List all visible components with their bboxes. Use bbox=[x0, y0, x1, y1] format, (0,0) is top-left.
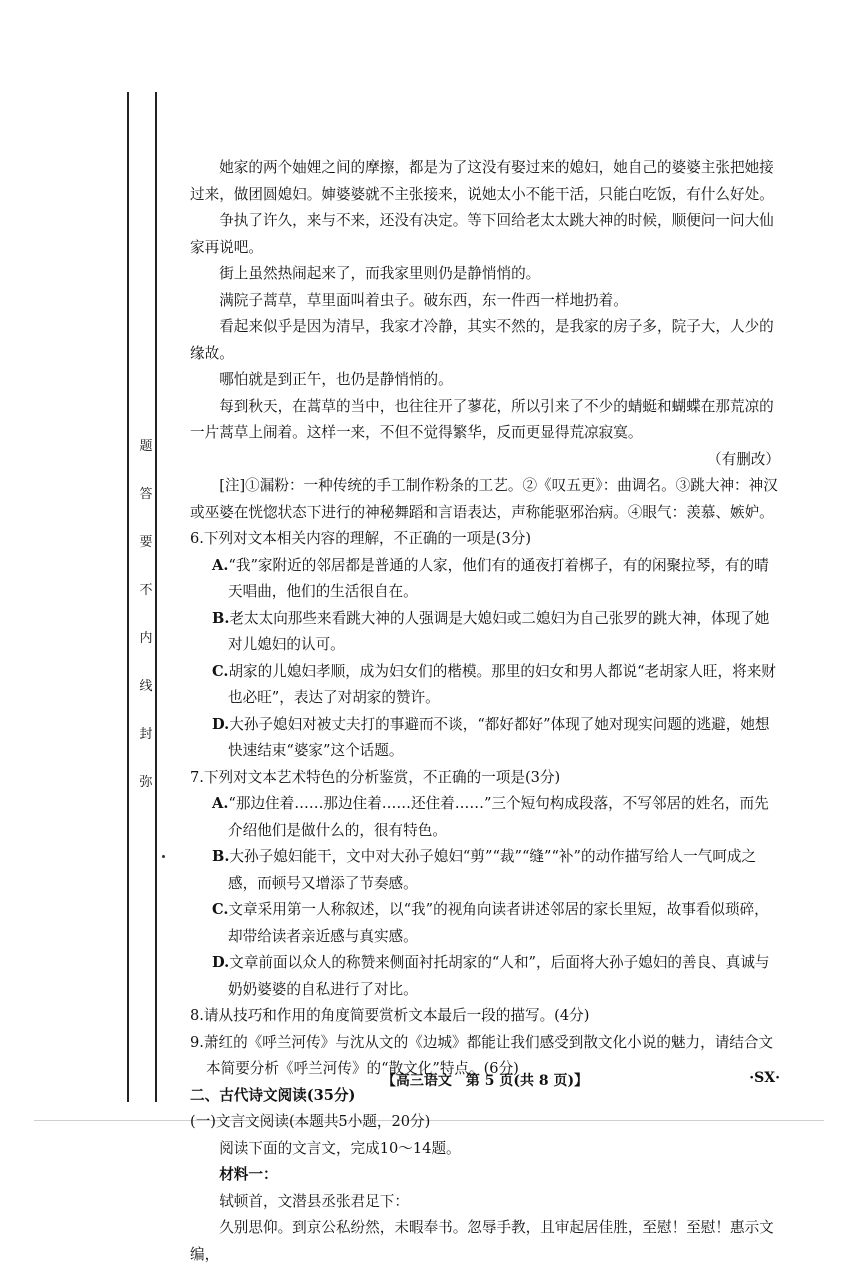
option-letter: A. bbox=[212, 795, 229, 812]
option-text: 大孙子媳妇能干，文中对大孙子媳妇“剪”“裁”“缝”“补”的动作描写给人一气呵成之感，而顿号又增添了节奏感。 bbox=[228, 848, 757, 892]
question-6-stem: 6.下列对文本相关内容的理解，不正确的一项是(3分) bbox=[190, 530, 532, 547]
seal-char: 封 bbox=[139, 727, 153, 742]
option-letter: D. bbox=[212, 954, 230, 971]
question-7-stem: 7.下列对文本艺术特色的分析鉴赏，不正确的一项是(3分) bbox=[190, 768, 561, 786]
option-text: “那边住着……那边住着……还住着……”三个短句构成段落，不写邻居的姓名，而先介绍他们是做什么的，很有特色。 bbox=[228, 795, 769, 839]
q7-option-a bbox=[190, 791, 780, 844]
question-9: 9.萧红的《呼兰河传》与沈从文的《边城》都能让我们感受到散文化小说的魅力，请结合文本简要分析《呼兰河传》的“散文化”特点。(6分) bbox=[190, 1033, 774, 1077]
q6-option-b bbox=[190, 606, 780, 659]
q7-option-c bbox=[190, 897, 780, 950]
question-8: 8.请从技巧和作用的角度简要赏析文本最后一段的描写。(4分) bbox=[190, 1007, 590, 1024]
letter-body: 久别思仰。到京公私纷然，未暇奉书。忽辱手教，且审起居佳胜，至慰！至慰！惠示文编， bbox=[190, 1219, 774, 1263]
page-footer bbox=[190, 1070, 780, 1092]
seal-char: 弥 bbox=[139, 775, 153, 790]
option-text: 大孙子媳妇对被丈夫打的事避而不谈，“都好都好”体现了她对现实问题的逃避，她想快速结束“婆家”这个话题。 bbox=[228, 715, 770, 759]
section-heading: 二、古代诗文阅读(35分) bbox=[190, 1086, 356, 1104]
q6-option-c bbox=[190, 659, 780, 712]
text-paragraph: 每到秋天，在蒿草的当中，也往往开了蓼花，所以引来了不少的蜻蜓和蝴蝶在那荒凉的一片蒿草上闹着。这样一来，不但不觉得繁华，反而更显得荒凉寂寞。 bbox=[190, 397, 774, 441]
abridged-note: （有删改） bbox=[707, 450, 780, 468]
seal-char: 不 bbox=[139, 583, 153, 598]
footer-code: ·SX· bbox=[749, 1070, 780, 1086]
option-text: 胡家的儿媳妇孝顺，成为妇女们的楷模。那里的妇女和男人都说“老胡家人旺，将来财也必旺”，表达了对胡家的赞许。 bbox=[228, 662, 776, 706]
option-letter: A. bbox=[212, 556, 229, 574]
option-letter: D. bbox=[212, 715, 230, 733]
seal-line-text bbox=[139, 440, 153, 790]
option-text: 文章采用第一人称叙述，以“我”的视角向读者讲述邻居的家长里短，故事看似琐碎，却带给读者亲近感与真实感。 bbox=[228, 901, 769, 945]
option-text: “我”家附近的邻居都是普通的人家，他们有的通夜打着梆子，有的闲聚拉琴，有的晴天唱曲，他们的生活很自在。 bbox=[228, 556, 769, 600]
scan-dot bbox=[162, 855, 165, 858]
option-letter: B. bbox=[212, 848, 230, 865]
text-paragraph: 看起来似乎是因为清早，我家才冷静，其实不然的，是我家的房子多，院子大，人少的缘故。 bbox=[190, 318, 774, 362]
seal-char: 要 bbox=[139, 535, 153, 550]
q7-option-b bbox=[190, 844, 780, 897]
q6-option-d bbox=[190, 712, 780, 765]
text-paragraph: 街上虽然热闹起来了，而我家里则仍是静悄悄的。 bbox=[219, 265, 541, 282]
option-letter: B. bbox=[212, 609, 230, 627]
option-text: 文章前面以众人的称赞来侧面衬托胡家的“人和”，后面将大孙子媳妇的善良、真诚与奶奶婆婆的自私进行了对比。 bbox=[228, 954, 770, 998]
text-paragraph: 争执了许久，来与不来，还没有决定。等下回给老太太跳大神的时候，顺便问一问大仙家再说吧。 bbox=[190, 212, 774, 256]
annotation-note: [注]①漏粉：一种传统的手工制作粉条的工艺。②《叹五更》：曲调名。③跳大神：神汉或巫婆在恍惚状态下进行的神秘舞蹈和言语表达，声称能驱邪治病。④眼气：羡慕、嫉妒。 bbox=[190, 477, 778, 521]
option-letter: C. bbox=[212, 662, 229, 680]
material-label: 材料一： bbox=[219, 1166, 278, 1183]
subsection-heading: (一)文言文阅读(本题共5小题，20分) bbox=[190, 1113, 431, 1130]
text-paragraph: 满院子蒿草，草里面叫着虫子。破东西，东一件西一样地扔着。 bbox=[219, 291, 628, 309]
reading-instruction: 阅读下面的文言文，完成10～14题。 bbox=[219, 1139, 461, 1157]
option-text: 老太太向那些来看跳大神的人强调是大媳妇或二媳妇为自己张罗的跳大神，体现了她对儿媳妇的认可。 bbox=[228, 609, 770, 653]
seal-char: 线 bbox=[139, 679, 153, 694]
seal-char: 题 bbox=[139, 439, 153, 454]
footer-page-info: 【高三语文 第 5 页(共 8 页)】 bbox=[381, 1073, 589, 1089]
text-paragraph: 她家的两个妯娌之间的摩擦，都是为了这没有娶过来的媳妇，她自己的婆婆主张把她接过来，做团圆媳妇。婶婆婆就不主张接来，说她太小不能干活，只能白吃饭，有什么好处。 bbox=[190, 159, 774, 203]
q7-option-d bbox=[190, 950, 780, 1003]
letter-salutation: 轼顿首，文潜县丞张君足下： bbox=[219, 1192, 409, 1210]
seal-char: 内 bbox=[139, 631, 153, 646]
seal-char: 答 bbox=[139, 487, 153, 502]
binding-line bbox=[127, 92, 129, 1102]
page-content bbox=[190, 155, 780, 1268]
q6-option-a bbox=[190, 553, 780, 606]
text-paragraph: 哪怕就是到正午，也仍是静悄悄的。 bbox=[219, 371, 453, 388]
binding-line bbox=[155, 92, 157, 1102]
option-letter: C. bbox=[212, 901, 229, 918]
